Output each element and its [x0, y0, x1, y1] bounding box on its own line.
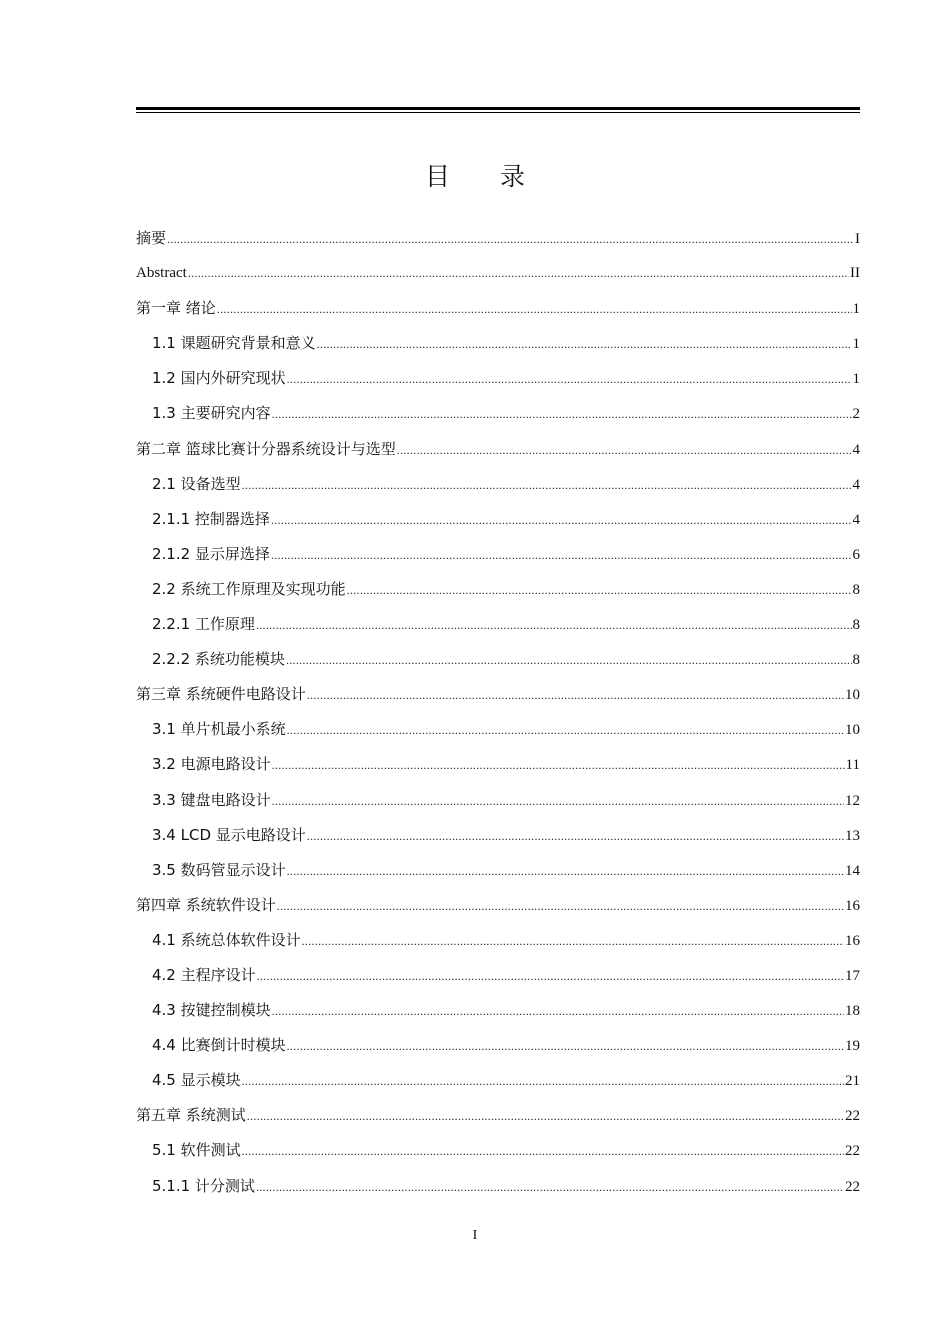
toc-entry-label: 第一章 绪论	[136, 299, 216, 318]
toc-entry[interactable]	[136, 607, 860, 642]
toc-entry[interactable]	[136, 818, 860, 853]
toc-dot-leader	[347, 573, 852, 608]
toc-dot-leader	[287, 1029, 844, 1064]
toc-dot-leader	[217, 292, 852, 327]
toc-entry-label: 2.2 系统工作原理及实现功能	[152, 579, 346, 598]
toc-dot-leader	[286, 643, 852, 678]
toc-entry-label: 4.4 比赛倒计时模块	[152, 1036, 286, 1055]
toc-dot-leader	[257, 959, 844, 994]
toc-entry-page: 19	[845, 1038, 860, 1055]
toc-entry[interactable]	[136, 256, 860, 291]
header-rule-thin	[136, 112, 860, 113]
toc-entry-label: 1.2 国内外研究现状	[152, 369, 286, 388]
toc-dot-leader	[167, 222, 854, 257]
toc-entry[interactable]	[136, 888, 860, 923]
toc-dot-leader	[272, 397, 852, 432]
toc-entry[interactable]	[136, 993, 860, 1028]
toc-entry-page: 1	[852, 301, 860, 318]
toc-entry[interactable]	[136, 291, 860, 326]
page-number: I	[472, 1228, 478, 1243]
toc-entry-page: 22	[845, 1143, 860, 1160]
toc-dot-leader	[247, 1099, 844, 1134]
toc-dot-leader	[272, 784, 844, 819]
toc-entry-label: 第二章 篮球比赛计分器系统设计与选型	[136, 439, 396, 458]
toc-entry-page: 10	[845, 722, 860, 739]
toc-entry-label: 3.5 数码管显示设计	[152, 860, 286, 879]
toc-entry-page: I	[855, 231, 860, 247]
toc-entry-label: 3.4 LCD 显示电路设计	[152, 825, 306, 844]
toc-entry-page: 21	[845, 1073, 860, 1090]
toc-dot-leader	[256, 1170, 844, 1205]
toc-entry-label: Abstract	[136, 265, 187, 282]
toc-entry-label: 2.1 设备选型	[152, 474, 241, 493]
toc-entry-page: II	[850, 265, 860, 282]
toc-entry-page: 22	[845, 1108, 860, 1125]
toc-entry-label: 1.3 主要研究内容	[152, 404, 271, 423]
toc-title: 目 录	[424, 162, 525, 191]
toc-entry[interactable]	[136, 853, 860, 888]
toc-entry[interactable]	[136, 1063, 860, 1098]
toc-entry-page: 17	[845, 967, 860, 984]
toc-entry-page: 2	[852, 406, 860, 423]
toc-entry-label: 4.1 系统总体软件设计	[152, 930, 301, 949]
toc-entry[interactable]	[136, 221, 860, 256]
toc-dot-leader	[287, 713, 844, 748]
toc-entry-label: 第五章 系统测试	[136, 1106, 246, 1125]
toc-entry-label: 5.1.1 计分测试	[152, 1176, 255, 1195]
toc-dot-leader	[287, 362, 852, 397]
toc-entry-page: 4	[852, 511, 860, 528]
toc-entry-page: 16	[845, 932, 860, 949]
toc-entry-page: 18	[845, 1003, 860, 1020]
toc-entry[interactable]	[136, 1133, 860, 1168]
toc-entry[interactable]	[136, 958, 860, 993]
toc-entry[interactable]	[136, 677, 860, 712]
header-rule-thick	[136, 107, 860, 110]
toc-entry[interactable]	[136, 783, 860, 818]
toc-entry-page: 12	[845, 792, 860, 809]
toc-dot-leader	[317, 327, 852, 362]
toc-entry[interactable]	[136, 432, 860, 467]
toc-dot-leader	[307, 819, 844, 854]
toc-entry[interactable]	[136, 712, 860, 747]
toc-entry-label: 3.3 键盘电路设计	[152, 790, 271, 809]
table-of-contents	[136, 221, 860, 1204]
toc-dot-leader	[242, 468, 852, 503]
toc-entry[interactable]	[136, 1169, 860, 1204]
toc-dot-leader	[272, 994, 844, 1029]
toc-entry-page: 13	[845, 827, 860, 844]
toc-entry-label: 第三章 系统硬件电路设计	[136, 685, 306, 704]
toc-entry[interactable]	[136, 1098, 860, 1133]
toc-entry-page: 6	[852, 546, 860, 563]
toc-dot-leader	[271, 538, 852, 573]
toc-entry[interactable]	[136, 396, 860, 431]
toc-entry-label: 4.5 显示模块	[152, 1071, 241, 1090]
toc-entry[interactable]	[136, 572, 860, 607]
toc-entry-label: 1.1 课题研究背景和意义	[152, 334, 316, 353]
toc-dot-leader	[256, 608, 852, 643]
toc-entry-page: 8	[852, 617, 860, 634]
toc-entry[interactable]	[136, 1028, 860, 1063]
toc-dot-leader	[307, 678, 844, 713]
toc-entry-label: 4.3 按键控制模块	[152, 1001, 271, 1020]
toc-entry[interactable]	[136, 642, 860, 677]
toc-entry-page: 1	[852, 371, 860, 388]
toc-entry-label: 5.1 软件测试	[152, 1141, 241, 1160]
toc-entry[interactable]	[136, 326, 860, 361]
toc-entry-page: 1	[852, 336, 860, 353]
toc-entry-page: 8	[852, 581, 860, 598]
toc-entry-label: 2.2.2 系统功能模块	[152, 650, 285, 669]
toc-dot-leader	[242, 1064, 844, 1099]
toc-dot-leader	[242, 1134, 844, 1169]
toc-entry-page: 4	[852, 441, 860, 458]
toc-entry-page: 4	[852, 476, 860, 493]
toc-entry-label: 3.2 电源电路设计	[152, 755, 271, 774]
toc-entry-page: 8	[852, 652, 860, 669]
toc-entry-page: 22	[845, 1178, 860, 1195]
toc-dot-leader	[397, 433, 852, 468]
toc-entry[interactable]	[136, 467, 860, 502]
toc-dot-leader	[188, 256, 849, 291]
toc-dot-leader	[302, 924, 844, 959]
toc-entry[interactable]	[136, 923, 860, 958]
toc-dot-leader	[287, 854, 844, 889]
toc-entry-page: 14	[845, 862, 860, 879]
toc-dot-leader	[271, 503, 852, 538]
toc-entry-label: 2.1.2 显示屏选择	[152, 544, 270, 563]
toc-entry[interactable]	[136, 747, 860, 782]
toc-entry-label: 2.2.1 工作原理	[152, 615, 255, 634]
toc-entry[interactable]	[136, 361, 860, 396]
toc-entry-page: 10	[845, 687, 860, 704]
toc-entry[interactable]	[136, 502, 860, 537]
toc-dot-leader	[277, 889, 844, 924]
toc-entry-label: 2.1.1 控制器选择	[152, 509, 270, 528]
toc-dot-leader	[272, 748, 845, 783]
toc-entry-label: 4.2 主程序设计	[152, 965, 256, 984]
toc-entry-page: 11	[845, 757, 860, 774]
toc-entry-page: 16	[845, 897, 860, 914]
toc-entry-label: 第四章 系统软件设计	[136, 895, 276, 914]
toc-entry-label: 摘要	[136, 229, 167, 247]
toc-entry[interactable]	[136, 537, 860, 572]
toc-entry-label: 3.1 单片机最小系统	[152, 720, 286, 739]
